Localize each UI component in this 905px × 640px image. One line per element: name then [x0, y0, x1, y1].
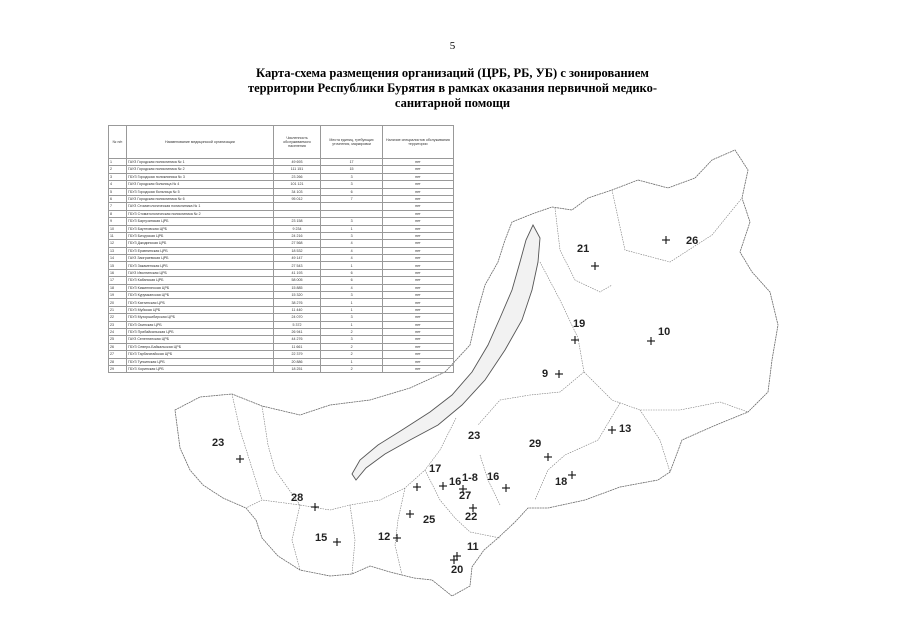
cell-availability: нет	[382, 173, 453, 180]
table-row	[109, 203, 454, 210]
cell-places: 1	[321, 358, 383, 365]
cell-num: 5	[109, 188, 127, 195]
cell-places: 1	[321, 225, 383, 232]
cell-num: 22	[109, 314, 127, 321]
cell-population: 58 005	[273, 277, 321, 284]
zone-label: 23	[212, 437, 225, 449]
cell-availability: нет	[382, 292, 453, 299]
cell-num: 25	[109, 336, 127, 343]
cell-name: ГАУЗ Городская поликлиника № 1	[127, 159, 274, 166]
cell-availability: нет	[382, 225, 453, 232]
cell-num: 17	[109, 277, 127, 284]
zone-label: 25	[423, 514, 436, 526]
cell-name: ГБУЗ Стоматологическая поликлиника № 2	[127, 210, 274, 217]
title-line-2: территории Республики Бурятия в рамках оказания первичной медико-	[247, 81, 657, 95]
cell-availability: нет	[382, 159, 453, 166]
cell-name: ГБУЗ Прибайкальская ЦРБ	[127, 328, 274, 335]
cell-places	[321, 203, 383, 210]
table-row	[109, 336, 454, 343]
cell-name: ГБУЗ Северо-Байкальская ЦРБ	[127, 343, 274, 350]
cell-population: 15 320	[273, 292, 321, 299]
cell-places: 4	[321, 240, 383, 247]
page-number: 5	[449, 40, 456, 52]
table-row	[109, 255, 454, 262]
cell-name: ГБУЗ Муйская ЦРБ	[127, 306, 274, 313]
table-row	[109, 188, 454, 195]
table-row	[109, 328, 454, 335]
cell-availability: нет	[382, 166, 453, 173]
zone-label: 16	[487, 471, 500, 483]
cell-name: ГБУЗ Бичурская ЦРБ	[127, 232, 274, 239]
cell-availability: нет	[382, 247, 453, 254]
cell-places: 3	[321, 232, 383, 239]
cell-availability: нет	[382, 195, 453, 202]
zone-label: 17	[429, 463, 442, 475]
table-row	[109, 343, 454, 350]
cell-num: 7	[109, 203, 127, 210]
cell-places: 15	[321, 166, 383, 173]
cell-places: 2	[321, 351, 383, 358]
column-header-population: Численность обслуживаемого населения	[273, 126, 321, 159]
cell-name: ГБУЗ Кижингинская ЦРБ	[127, 284, 274, 291]
cell-availability: нет	[382, 328, 453, 335]
table-row	[109, 262, 454, 269]
cell-name: ГБУЗ Кабанская ЦРБ	[127, 277, 274, 284]
cell-name: ГБУЗ Баунтовская ЦРБ	[127, 225, 274, 232]
cell-population	[273, 210, 321, 217]
zone-label: 29	[529, 438, 542, 450]
table-row	[109, 159, 454, 166]
table-row	[109, 314, 454, 321]
cell-population: 34 103	[273, 188, 321, 195]
table-row	[109, 269, 454, 276]
organizations-table	[108, 125, 454, 373]
cell-availability: нет	[382, 351, 453, 358]
table-row	[109, 225, 454, 232]
column-header-num: № п/п	[109, 126, 127, 159]
title-line-3: санитарной помощи	[394, 96, 511, 110]
title-line-1: Карта-схема размещения организаций (ЦРБ, РБ, УБ) с зонированием	[256, 66, 649, 80]
table-row	[109, 166, 454, 173]
cell-places: 3	[321, 314, 383, 321]
cell-population: 11 440	[273, 306, 321, 313]
cell-name: ГБУЗ Баргузинская ЦРБ	[127, 218, 274, 225]
cell-num: 9	[109, 218, 127, 225]
cell-places: 7	[321, 195, 383, 202]
zone-label: 18	[555, 476, 568, 488]
cell-num: 26	[109, 343, 127, 350]
cell-num: 29	[109, 365, 127, 372]
zone-label: 20	[451, 564, 464, 576]
cell-name: ГБУЗ Тункинская ЦРБ	[127, 358, 274, 365]
zone-label: 13	[619, 423, 632, 435]
cell-num: 13	[109, 247, 127, 254]
cell-population: 111 151	[273, 166, 321, 173]
cell-places: 1	[321, 299, 383, 306]
cell-availability: нет	[382, 358, 453, 365]
cell-name: ГБУЗ Закаменская ЦРБ	[127, 262, 274, 269]
cell-name: ГБУЗ Еравнинская ЦРБ	[127, 247, 274, 254]
cell-population: 11 661	[273, 343, 321, 350]
cell-name: ГБУЗ Городская поликлиника № 3	[127, 173, 274, 180]
cell-places: 4	[321, 284, 383, 291]
cell-availability: нет	[382, 203, 453, 210]
table-row	[109, 292, 454, 299]
cell-num: 14	[109, 255, 127, 262]
cell-availability: нет	[382, 306, 453, 313]
table-row	[109, 299, 454, 306]
cell-places: 3	[321, 173, 383, 180]
zone-label: 9	[542, 368, 549, 380]
cell-places: 1	[321, 306, 383, 313]
cell-population: 20 886	[273, 358, 321, 365]
cell-num: 28	[109, 358, 127, 365]
cell-num: 6	[109, 195, 127, 202]
cell-places: 3	[321, 292, 383, 299]
cell-num: 15	[109, 262, 127, 269]
cell-population: 95 012	[273, 195, 321, 202]
column-header-name: Наименование медицинской организации	[127, 126, 274, 159]
cell-num: 10	[109, 225, 127, 232]
zone-label: 27	[459, 490, 472, 502]
column-header-availability: Наличие специалистов обслуживания территории	[382, 126, 453, 159]
cell-availability: нет	[382, 210, 453, 217]
cell-name: ГАУЗ Городская поликлиника № 2	[127, 166, 274, 173]
zone-label: 11	[467, 541, 479, 553]
cell-population: 44 276	[273, 336, 321, 343]
column-header-places: Места единиц, требующих уточнения, маркировки	[321, 126, 383, 159]
cell-num: 4	[109, 181, 127, 188]
zone-label: 1-8	[462, 472, 478, 484]
table-row	[109, 173, 454, 180]
cell-availability: нет	[382, 218, 453, 225]
zone-marker-22	[465, 511, 477, 523]
cell-population: 23 158	[273, 218, 321, 225]
cell-availability: нет	[382, 336, 453, 343]
cell-num: 27	[109, 351, 127, 358]
cell-availability: нет	[382, 181, 453, 188]
table-row	[109, 358, 454, 365]
cell-name: ГБУЗ Городская больница № 5	[127, 188, 274, 195]
cell-population: 23 266	[273, 173, 321, 180]
cell-num: 1	[109, 159, 127, 166]
cell-places: 3	[321, 181, 383, 188]
cell-num: 2	[109, 166, 127, 173]
cell-name: ГАУЗ Городская больница № 4	[127, 181, 274, 188]
cell-places: 6	[321, 277, 383, 284]
cell-name: ГАУЗ Заиграевская ЦРБ	[127, 255, 274, 262]
cell-name: ГАУЗ Городская поликлиника № 6	[127, 195, 274, 202]
cell-availability: нет	[382, 188, 453, 195]
cell-name: ГБУЗ Курумканская ЦРБ	[127, 292, 274, 299]
cell-availability: нет	[382, 240, 453, 247]
table-row	[109, 232, 454, 239]
cell-population	[273, 203, 321, 210]
cell-num: 12	[109, 240, 127, 247]
zone-label: 21	[577, 243, 590, 255]
table-row	[109, 351, 454, 358]
zone-marker-23-east	[468, 430, 480, 442]
cell-places: 4	[321, 247, 383, 254]
cell-num: 21	[109, 306, 127, 313]
cell-places: 2	[321, 343, 383, 350]
cell-num: 18	[109, 284, 127, 291]
cell-num: 11	[109, 232, 127, 239]
table-row	[109, 210, 454, 217]
cell-places: 1	[321, 262, 383, 269]
zone-label: 23	[468, 430, 481, 442]
cell-population: 18 532	[273, 247, 321, 254]
cell-availability: нет	[382, 299, 453, 306]
cell-population: 26 941	[273, 328, 321, 335]
cell-places: 6	[321, 188, 383, 195]
cell-name: ГАУЗ Стоматологическая поликлиника № 1	[127, 203, 274, 210]
cell-places: 6	[321, 269, 383, 276]
cell-places	[321, 210, 383, 217]
cell-places: 3	[321, 336, 383, 343]
cell-availability: нет	[382, 321, 453, 328]
cell-name: ГБУЗ Хоринская ЦРБ	[127, 365, 274, 372]
table-row	[109, 306, 454, 313]
table-row	[109, 195, 454, 202]
table-row	[109, 240, 454, 247]
cell-availability: нет	[382, 314, 453, 321]
cell-population: 49 693	[273, 159, 321, 166]
cell-name: ГБУЗ Окинская ЦРБ	[127, 321, 274, 328]
zone-label: 28	[291, 492, 304, 504]
cell-places: 4	[321, 255, 383, 262]
cell-population: 27 543	[273, 262, 321, 269]
table-row	[109, 218, 454, 225]
cell-name: ГАУЗ Селенгинская ЦРБ	[127, 336, 274, 343]
cell-availability: нет	[382, 343, 453, 350]
table-body	[109, 159, 454, 373]
cell-places: 2	[321, 365, 383, 372]
table-row	[109, 321, 454, 328]
cell-population: 41 193	[273, 269, 321, 276]
zone-label: 22	[465, 511, 478, 523]
cell-num: 24	[109, 328, 127, 335]
cell-availability: нет	[382, 232, 453, 239]
cell-places: 17	[321, 159, 383, 166]
cell-num: 20	[109, 299, 127, 306]
cell-availability: нет	[382, 269, 453, 276]
cell-name: ГАУЗ Иволгинская ЦРБ	[127, 269, 274, 276]
cell-num: 3	[109, 173, 127, 180]
cell-population: 49 147	[273, 255, 321, 262]
cell-population: 24 216	[273, 232, 321, 239]
cell-population: 101 121	[273, 181, 321, 188]
cell-population: 24 070	[273, 314, 321, 321]
cell-population: 27 568	[273, 240, 321, 247]
cell-population: 15 885	[273, 284, 321, 291]
cell-name: ГБУЗ Мухоршибирская ЦРБ	[127, 314, 274, 321]
table-row	[109, 284, 454, 291]
cell-availability: нет	[382, 365, 453, 372]
cell-name: ГБУЗ Тарбагатайская ЦРБ	[127, 351, 274, 358]
cell-places: 1	[321, 321, 383, 328]
cell-places: 3	[321, 218, 383, 225]
table-header-row	[109, 126, 454, 159]
zone-label: 15	[315, 532, 328, 544]
cell-name: ГБУЗ Кяхтинская ЦРБ	[127, 299, 274, 306]
cell-name: ГБУЗ Джидинская ЦРБ	[127, 240, 274, 247]
cell-num: 8	[109, 210, 127, 217]
cell-num: 23	[109, 321, 127, 328]
cell-num: 16	[109, 269, 127, 276]
cell-places: 2	[321, 328, 383, 335]
cell-population: 22 379	[273, 351, 321, 358]
cell-population: 18 251	[273, 365, 321, 372]
cell-population: 5 372	[273, 321, 321, 328]
table-row	[109, 247, 454, 254]
cell-availability: нет	[382, 284, 453, 291]
zone-label: 16	[449, 476, 462, 488]
cell-population: 9 234	[273, 225, 321, 232]
table-row	[109, 277, 454, 284]
cell-availability: нет	[382, 255, 453, 262]
zone-label: 12	[378, 531, 391, 543]
cell-population: 38 276	[273, 299, 321, 306]
cell-availability: нет	[382, 277, 453, 284]
table-row	[109, 181, 454, 188]
zone-label: 10	[658, 326, 671, 338]
zone-label: 19	[573, 318, 586, 330]
table-row	[109, 365, 454, 372]
cell-num: 19	[109, 292, 127, 299]
cell-availability: нет	[382, 262, 453, 269]
zone-label: 26	[686, 235, 699, 247]
